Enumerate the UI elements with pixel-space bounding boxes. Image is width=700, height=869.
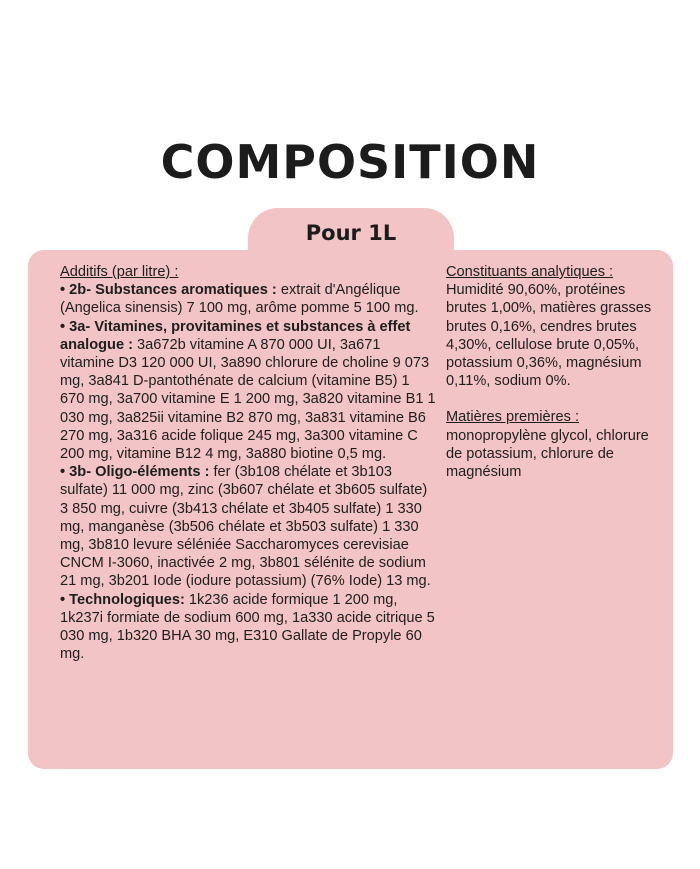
matieres-heading: Matières premières : <box>446 409 580 426</box>
bullet: • <box>60 591 66 608</box>
bullet: • <box>60 318 66 335</box>
constituants-text: Humidité 90,60%, protéines brutes 1,00%, matières grasses brutes 0,16%, cendres brutes 4,30%, cellulose brute 0,05%, potassium 0,36%, magnésium 0,11%, sodium 0%. <box>446 282 652 390</box>
volume-tab-label: Pour 1L <box>305 221 397 245</box>
analysis-column <box>446 263 666 481</box>
bullet: • <box>60 282 66 299</box>
additif-item-technologiques <box>60 591 438 664</box>
matieres-block <box>446 408 666 481</box>
page-title: COMPOSITION <box>160 135 540 189</box>
additif-item-vitamines <box>60 318 438 464</box>
additif-label: 3b- Oligo-éléments : <box>69 464 210 481</box>
constituants-block <box>446 263 666 390</box>
additif-text: extrait d'Angélique (Angelica sinensis) 7 100 mg, arôme pomme 5 100 mg. <box>60 282 419 317</box>
bullet: • <box>60 464 66 481</box>
additif-item-aromatiques <box>60 281 438 317</box>
additif-text: 3a672b vitamine A 870 000 UI, 3a671 vitamine D3 120 000 UI, 3a890 chlorure de choline 9 073 mg, 3a841 D-pantothénate de calcium (vitamine B5) 1 670 mg, 3a700 vitamine E 1 200 mg, 3a820 vitamine B1 1 030 mg, 3a825ii vitamine B2 870 mg, 3a831 vitamine B6 270 mg, 3a316 acide folique 245 mg, 3a300 vitamine C 200 mg, vitamine B12 4 mg, 3a880 biotine 0,5 mg. <box>60 336 436 463</box>
additif-label: Technologiques: <box>69 591 185 608</box>
additif-label: 2b- Substances aromatiques : <box>69 282 277 299</box>
matieres-text: monopropylène glycol, chlorure de potassium, chlorure de magnésium <box>446 427 649 481</box>
additif-text: 1k236 acide formique 1 200 mg, 1k237i formiate de sodium 600 mg, 1a330 acide citrique 5 030 mg, 1b320 BHA 30 mg, E310 Gallate de Propyle 60 mg. <box>60 591 435 663</box>
additif-item-oligo <box>60 463 438 590</box>
additifs-column <box>60 263 438 663</box>
additif-label: 3a- Vitamines, provitamines et substances à effet analogue : <box>60 318 411 353</box>
additifs-heading: Additifs (par litre) : <box>60 264 179 280</box>
additif-text: fer (3b108 chélate et 3b103 sulfate) 11 000 mg, zinc (3b607 chélate et 3b605 sulfate) 3 850 mg, cuivre (3b413 chélate et 3b405 sulfate) 1 330 mg, manganèse (3b506 chélate et 3b503 sulfate) 1 330 mg, 3b810 levure séléniée Saccharomyces cerevisiae CNCM I-3060, inactivée 2 mg, 3b801 sélénite de sodium 21 mg, 3b201 Iode (iodure potassium) (76% Iode) 13 mg. <box>60 464 431 590</box>
constituants-heading: Constituants analytiques : <box>446 264 614 280</box>
